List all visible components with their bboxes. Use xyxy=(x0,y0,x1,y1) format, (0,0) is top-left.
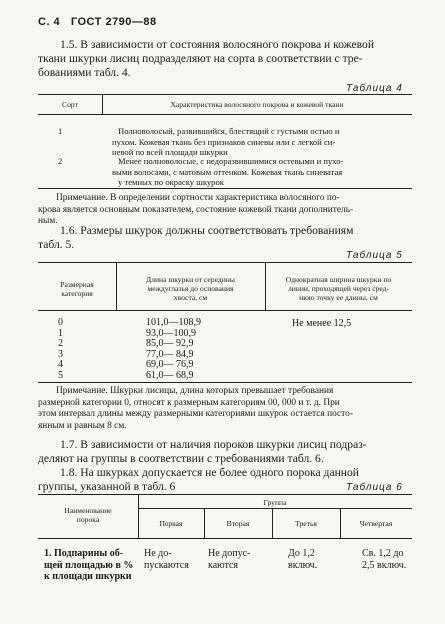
text-line: ткани шкурки лисиц подразделяют на сорта в соответствии с тре- xyxy=(38,52,363,65)
table-5-categories xyxy=(58,318,63,381)
text-line: 1.8. На шкурках допускается не более одного порока данной xyxy=(60,466,360,479)
text-line: Не до- xyxy=(144,548,172,559)
table-6-cell-group-1 xyxy=(144,548,189,572)
length-cell: 77,0— 84,9 xyxy=(146,348,194,360)
table-6-group-1: Первая xyxy=(159,519,183,528)
table-6-cell-group-2 xyxy=(208,548,250,572)
table-5-col-length xyxy=(116,275,265,302)
paragraph-1-7 xyxy=(38,438,367,466)
header-line: Длина шкурки от середины xyxy=(146,275,235,284)
text-line: Менее полноволосые, с недоразвившимися остевыми и пухо- xyxy=(118,156,344,166)
text-line: Примечание. В определении сортности характеристика волосяного по- xyxy=(56,193,340,203)
table-6-group-4: Четвертая xyxy=(359,519,393,528)
paragraph-1-8 xyxy=(38,466,359,494)
text-line: каются xyxy=(208,560,239,571)
text-line: Полноволосый, развившийся, блестящий с густыми остью и xyxy=(118,126,340,136)
text-line: выми волосами, с матовым оттенком. Кожевая ткань синеватая xyxy=(112,166,343,177)
text-line: ным. xyxy=(38,216,58,226)
table-6-row-name xyxy=(44,548,133,583)
table-5-col-category xyxy=(38,280,116,298)
text-line: пускаются xyxy=(144,560,189,571)
table-6-col-defect xyxy=(38,506,138,524)
text-line: включ. xyxy=(288,560,318,571)
text-line: Св. 1,2 до xyxy=(362,548,404,559)
text-line: табл. 5. xyxy=(38,238,75,251)
table-4-header-rule xyxy=(38,114,412,115)
text-line: 1.5. В зависимости от состояния волосяного покрова и кожевой xyxy=(60,38,375,51)
text-line: Не допус- xyxy=(208,548,251,559)
text-line: к площади шкурки xyxy=(44,571,132,582)
header-line: хвоста, см xyxy=(173,293,208,302)
table-4-col-sort: Сорт xyxy=(62,100,78,109)
header-line: категория xyxy=(61,289,93,298)
table-5-col-width xyxy=(265,275,412,302)
text-line: 2,5 включ. xyxy=(362,560,407,571)
table-4-col-characteristic: Характеристика волосяного покрова и кожевой ткани xyxy=(170,100,344,109)
header-line: линии, проходящей через сред- xyxy=(287,284,390,293)
table-6-cell-group-4 xyxy=(362,548,406,572)
text-line: размерной категории 0, относят к размерным категориям 00, 000 и т. д. При xyxy=(38,397,340,408)
category-cell: 3 xyxy=(58,348,63,360)
text-line: 1.7. В зависимости от наличия пороков шкурки лисиц подраз- xyxy=(60,438,367,451)
text-line: 1. Подпарины об- xyxy=(44,548,124,559)
sort-number: 2 xyxy=(58,156,63,166)
length-cell: 61,0— 68,9 xyxy=(146,369,194,381)
table-5-header-rule xyxy=(38,310,412,311)
length-cell: 85,0— 92,9 xyxy=(146,338,194,349)
length-cell: 69,0— 76,9 xyxy=(146,359,194,370)
text-line: Примечание. Шкурки лисицы, длина которых превышает требования xyxy=(56,386,334,396)
table-6-group-3: Третья xyxy=(295,519,317,528)
table-5-caption: Таблица 5 xyxy=(346,250,403,261)
category-cell: 1 xyxy=(58,327,63,339)
text-line: 1.6. Размеры шкурок должны соответствовать требованиям xyxy=(60,224,354,237)
sort-number: 1 xyxy=(58,126,63,136)
text-line: пухом. Кожевая ткань без признаков синевы или с легкой си- xyxy=(112,136,336,147)
standard-number: ГОСТ 2790—88 xyxy=(70,16,157,28)
category-cell: 5 xyxy=(58,369,63,381)
header-line: порока xyxy=(76,515,100,524)
note-1 xyxy=(38,193,353,228)
category-cell: 0 xyxy=(58,317,63,328)
paragraph-1-5 xyxy=(38,38,374,80)
category-cell: 4 xyxy=(58,359,63,370)
table-4-bottom-rule xyxy=(38,188,412,189)
header-line: Размерная xyxy=(60,280,94,289)
text-line: этом интервал длины между размерными категориями шкурок остается посто- xyxy=(38,409,353,419)
table-6-group-header: Группа xyxy=(263,498,287,507)
table-4-caption: Таблица 4 xyxy=(346,83,403,94)
text-line: янным и равным 8 см. xyxy=(38,420,127,431)
header-line: нюю точку ее длины, см xyxy=(299,293,378,302)
text-line: щей площадью в % xyxy=(44,559,134,571)
table-5-width-cell: Не менее 12,5 xyxy=(292,318,352,329)
header-line: междуглазья до основания xyxy=(147,284,234,293)
table-6-top-rule xyxy=(38,494,412,495)
length-cell: 101,0—108,9 xyxy=(146,317,201,328)
header-line: Наименование xyxy=(64,506,112,515)
text-line: деляют на группы в соответствии с требованиями табл. 6. xyxy=(38,452,324,465)
length-cell: 93,0—100,9 xyxy=(146,327,196,339)
table-5-top-rule xyxy=(38,262,412,263)
table-6-group-rule xyxy=(138,508,412,509)
text-line: у темных по окраску шкурок xyxy=(118,177,224,187)
table-6-caption: Таблица 6 xyxy=(346,482,403,493)
table-4-top-rule xyxy=(38,94,412,95)
text-line: бованиями табл. 4. xyxy=(38,66,131,79)
text-line: невой по всей площади шкурки xyxy=(112,147,228,157)
table-6-group-2: Вторая xyxy=(226,519,250,528)
text-line: крова является основным показателем, состояние кожевой ткани дополнитель- xyxy=(38,204,354,215)
note-2 xyxy=(38,386,353,432)
table-6-header-rule xyxy=(38,538,412,539)
table-5-lengths xyxy=(146,318,201,381)
text-line: До 1,2 xyxy=(288,548,315,559)
text-line: группы, указанной в табл. 6 xyxy=(38,480,176,493)
category-cell: 2 xyxy=(58,338,63,349)
table-5-bottom-rule xyxy=(38,382,412,383)
page-number: С. 4 xyxy=(38,16,61,28)
header-line: Однократная ширина шкурки по xyxy=(285,275,392,284)
table-6-cell-group-3 xyxy=(288,548,317,572)
paragraph-1-6 xyxy=(38,224,353,252)
page-header xyxy=(38,16,157,28)
